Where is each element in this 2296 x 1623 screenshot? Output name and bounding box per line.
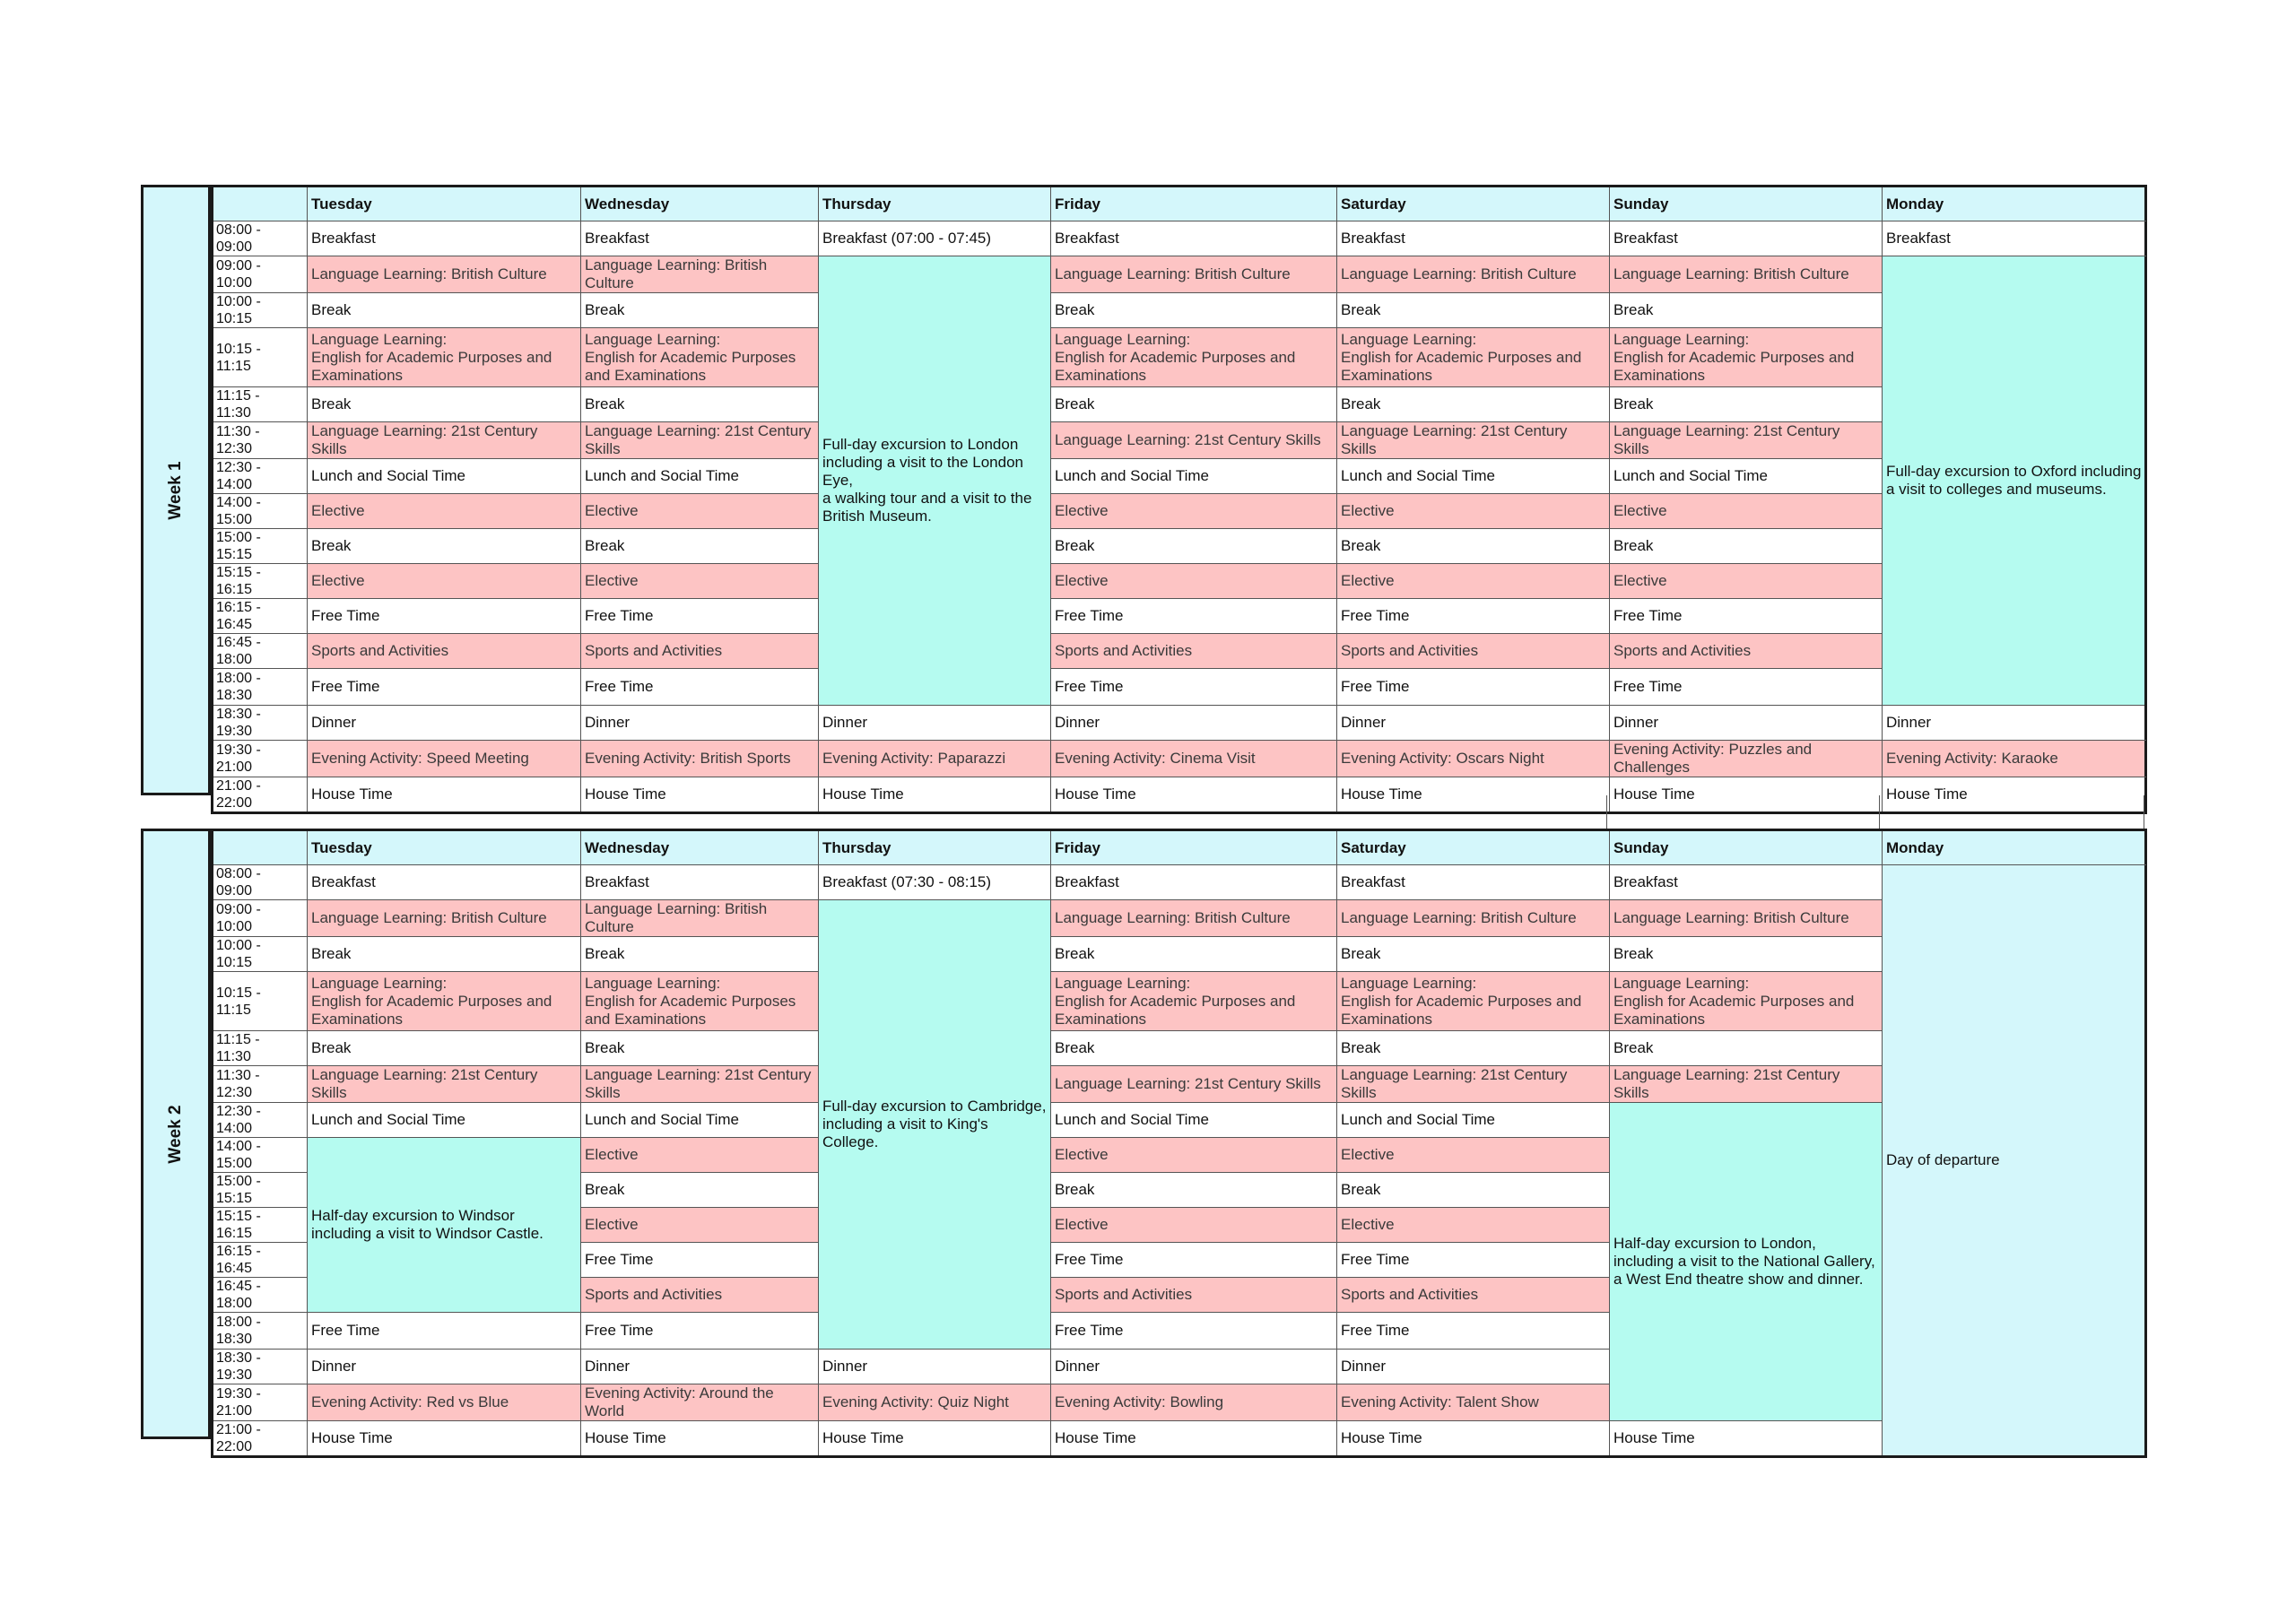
time-cell: 10:00 - 10:15 <box>213 937 308 972</box>
time-cell: 16:15 - 16:45 <box>213 599 308 634</box>
time-cell: 15:15 - 16:15 <box>213 564 308 599</box>
schedule-cell: Free Time <box>1337 669 1610 706</box>
schedule-cell: House Time <box>1883 777 2146 813</box>
schedule-cell: Evening Activity: Puzzles and Challenges <box>1610 741 1883 777</box>
schedule-cell: Break <box>1337 293 1610 328</box>
time-cell: 19:30 - 21:00 <box>213 741 308 777</box>
schedule-cell: Elective <box>1051 494 1337 529</box>
schedule-cell: Lunch and Social Time <box>581 459 819 494</box>
schedule-cell: Break <box>1610 1031 1883 1066</box>
schedule-cell: Elective <box>308 494 581 529</box>
schedule-cell: Free Time <box>308 669 581 706</box>
schedule-cell: Breakfast <box>1610 865 1883 900</box>
schedule-cell: Breakfast <box>1610 221 1883 256</box>
schedule-cell: Breakfast <box>1051 865 1337 900</box>
schedule-cell: Language Learning: English for Academic Purposes and Examinations <box>581 972 819 1031</box>
schedule-cell: Dinner <box>1337 706 1610 741</box>
schedule-cell: Language Learning: British Culture <box>1337 256 1610 293</box>
day-header: Friday <box>1051 187 1337 221</box>
header-row <box>213 187 2146 221</box>
schedule-cell: Elective <box>581 494 819 529</box>
day-header: Thursday <box>819 830 1051 865</box>
table-row <box>213 741 2146 777</box>
table-row <box>213 900 2146 937</box>
schedule-cell: Dinner <box>1883 706 2146 741</box>
day-header: Monday <box>1883 830 2146 865</box>
schedule-cell: Lunch and Social Time <box>1337 1103 1610 1138</box>
time-cell: 11:30 - 12:30 <box>213 422 308 459</box>
day-header: Saturday <box>1337 187 1610 221</box>
schedule-cell: Breakfast <box>1337 221 1610 256</box>
gap-cell <box>1879 795 2144 829</box>
table-row <box>213 1103 2146 1138</box>
table-row <box>213 422 2146 459</box>
table-row <box>213 1066 2146 1103</box>
schedule-cell: Break <box>1051 937 1337 972</box>
schedule-cell: Free Time <box>1610 599 1883 634</box>
table-row <box>213 459 2146 494</box>
schedule-cell: Lunch and Social Time <box>581 1103 819 1138</box>
day-header: Tuesday <box>308 187 581 221</box>
schedule-cell: Evening Activity: Quiz Night <box>819 1384 1051 1421</box>
schedule-cell: Language Learning: English for Academic Purposes and Examinations <box>308 328 581 387</box>
time-cell: 18:30 - 19:30 <box>213 706 308 741</box>
schedule-cell: Dinner <box>308 1350 581 1384</box>
schedule-cell: Sports and Activities <box>1051 634 1337 669</box>
schedule-cell: Sports and Activities <box>308 634 581 669</box>
time-cell: 11:15 - 11:30 <box>213 1031 308 1066</box>
time-cell: 16:45 - 18:00 <box>213 634 308 669</box>
schedule-cell: Breakfast <box>1337 865 1610 900</box>
schedule-cell: Language Learning: British Culture <box>1610 256 1883 293</box>
schedule-cell: Language Learning: English for Academic Purposes and Examinations <box>581 328 819 387</box>
schedule-cell: Language Learning: English for Academic Purposes and Examinations <box>308 972 581 1031</box>
schedule-cell: Language Learning: English for Academic Purposes and Examinations <box>1337 328 1610 387</box>
schedule-cell: Language Learning: 21st Century Skills <box>1051 1066 1337 1103</box>
schedule-cell: Free Time <box>581 1313 819 1350</box>
time-cell: 14:00 - 15:00 <box>213 1138 308 1173</box>
schedule-cell: Break <box>1610 937 1883 972</box>
schedule-cell: House Time <box>1051 777 1337 813</box>
table-row <box>213 221 2146 256</box>
time-cell: 14:00 - 15:00 <box>213 494 308 529</box>
day-header: Wednesday <box>581 830 819 865</box>
table-row <box>213 1031 2146 1066</box>
table-row <box>213 1421 2146 1457</box>
schedule-cell: Break <box>1051 1031 1337 1066</box>
gap-cell <box>1606 795 1880 829</box>
schedule-cell: Breakfast <box>1883 221 2146 256</box>
table-row <box>213 634 2146 669</box>
time-cell: 15:00 - 15:15 <box>213 529 308 564</box>
table-row <box>213 494 2146 529</box>
schedule-cell: Sports and Activities <box>581 634 819 669</box>
time-cell: 10:15 - 11:15 <box>213 972 308 1031</box>
timetable <box>211 185 2147 814</box>
table-row <box>213 706 2146 741</box>
schedule-cell: Breakfast (07:00 - 07:45) <box>819 221 1051 256</box>
schedule-cell: Elective <box>1337 1208 1610 1243</box>
header-row <box>213 830 2146 865</box>
day-header: Saturday <box>1337 830 1610 865</box>
schedule-cell: Evening Activity: Red vs Blue <box>308 1384 581 1421</box>
schedule-cell: Language Learning: British Culture <box>581 900 819 937</box>
schedule-cell: Language Learning: British Culture <box>1337 900 1610 937</box>
schedule-cell: Language Learning: English for Academic Purposes and Examinations <box>1051 328 1337 387</box>
time-cell: 16:15 - 16:45 <box>213 1243 308 1278</box>
schedule-cell: Sports and Activities <box>1610 634 1883 669</box>
schedule-cell: Free Time <box>581 669 819 706</box>
schedule-cell: Break <box>1051 293 1337 328</box>
schedule-cell: Breakfast <box>308 865 581 900</box>
schedule-cell: Dinner <box>1337 1350 1610 1384</box>
schedule-cell: Break <box>308 1031 581 1066</box>
schedule-cell: Break <box>1051 1173 1337 1208</box>
schedule-cell: House Time <box>581 1421 819 1457</box>
schedule-cell: Break <box>1337 937 1610 972</box>
table-row <box>213 387 2146 422</box>
schedule-cell: House Time <box>1610 1421 1883 1457</box>
time-cell: 19:30 - 21:00 <box>213 1384 308 1421</box>
schedule-cell: Lunch and Social Time <box>1610 459 1883 494</box>
schedule-cell: Break <box>308 529 581 564</box>
schedule-cell: Dinner <box>1051 706 1337 741</box>
table-row <box>213 972 2146 1031</box>
schedule-cell: Elective <box>1610 494 1883 529</box>
schedule-cell: Language Learning: 21st Century Skills <box>1051 422 1337 459</box>
week-label: Week 1 <box>141 185 211 795</box>
schedule-cell: Dinner <box>581 706 819 741</box>
table-row <box>213 256 2146 293</box>
schedule-cell: Language Learning: British Culture <box>1610 900 1883 937</box>
schedule-cell: Free Time <box>1610 669 1883 706</box>
time-cell: 21:00 - 22:00 <box>213 777 308 813</box>
schedule-cell: Lunch and Social Time <box>1337 459 1610 494</box>
time-cell: 11:15 - 11:30 <box>213 387 308 422</box>
schedule-cell: Free Time <box>1051 1243 1337 1278</box>
schedule-cell: Elective <box>1337 564 1610 599</box>
table-row <box>213 293 2146 328</box>
schedule-cell: Break <box>1337 387 1610 422</box>
table-row <box>213 669 2146 706</box>
day-header: Monday <box>1883 187 2146 221</box>
schedule-cell: Language Learning: 21st Century Skills <box>308 1066 581 1103</box>
schedule-cell: Breakfast <box>581 865 819 900</box>
table-row <box>213 529 2146 564</box>
schedule-cell: Language Learning: 21st Century Skills <box>1610 422 1883 459</box>
time-cell: 15:00 - 15:15 <box>213 1173 308 1208</box>
schedule-cell: Language Learning: 21st Century Skills <box>1337 1066 1610 1103</box>
schedule-cell: Elective <box>1051 564 1337 599</box>
schedule-cell: Break <box>581 937 819 972</box>
time-cell: 16:45 - 18:00 <box>213 1278 308 1313</box>
excursion-cell: Full-day excursion to London including a visit to the London Eye, a walking tour and a visit to the British Museum. <box>819 256 1051 706</box>
time-cell: 18:00 - 18:30 <box>213 1313 308 1350</box>
schedule-cell: Evening Activity: Bowling <box>1051 1384 1337 1421</box>
time-cell: 12:30 - 14:00 <box>213 1103 308 1138</box>
departure-cell: Day of departure <box>1883 865 2146 1457</box>
schedule-cell: Language Learning: British Culture <box>308 900 581 937</box>
schedule-cell: Language Learning: 21st Century Skills <box>581 1066 819 1103</box>
schedule-cell: Elective <box>308 564 581 599</box>
day-header: Sunday <box>1610 187 1883 221</box>
day-header: Thursday <box>819 187 1051 221</box>
schedule-cell: Elective <box>1337 494 1610 529</box>
table-row <box>213 328 2146 387</box>
time-cell: 08:00 - 09:00 <box>213 221 308 256</box>
schedule-cell: House Time <box>819 777 1051 813</box>
timetable <box>211 829 2147 1458</box>
schedule-cell: House Time <box>308 777 581 813</box>
schedule-cell: Evening Activity: Karaoke <box>1883 741 2146 777</box>
time-cell: 18:30 - 19:30 <box>213 1350 308 1384</box>
corner-cell <box>213 187 308 221</box>
schedule-cell: Language Learning: English for Academic Purposes and Examinations <box>1051 972 1337 1031</box>
schedule-cell: Dinner <box>1051 1350 1337 1384</box>
schedule-cell: Free Time <box>1337 599 1610 634</box>
schedule-cell: Dinner <box>308 706 581 741</box>
schedule-cell: Dinner <box>581 1350 819 1384</box>
excursion-cell: Half-day excursion to Windsor including a visit to Windsor Castle. <box>308 1138 581 1313</box>
schedule-cell: Language Learning: English for Academic Purposes and Examinations <box>1610 328 1883 387</box>
schedule-cell: Sports and Activities <box>1337 1278 1610 1313</box>
schedule-cell: Evening Activity: British Sports <box>581 741 819 777</box>
schedule-cell: Language Learning: British Culture <box>1051 256 1337 293</box>
schedule-cell: Dinner <box>819 706 1051 741</box>
schedule-cell: Dinner <box>1610 706 1883 741</box>
schedule-cell: Breakfast <box>1051 221 1337 256</box>
week-label: Week 2 <box>141 829 211 1439</box>
table-row <box>213 937 2146 972</box>
time-cell: 11:30 - 12:30 <box>213 1066 308 1103</box>
schedule-cell: Elective <box>1051 1208 1337 1243</box>
schedule-cell: Elective <box>1051 1138 1337 1173</box>
schedule-cell: Break <box>1337 1173 1610 1208</box>
schedule-cell: Evening Activity: Cinema Visit <box>1051 741 1337 777</box>
time-cell: 10:15 - 11:15 <box>213 328 308 387</box>
schedule-cell: Free Time <box>1051 599 1337 634</box>
schedule-cell: Sports and Activities <box>1337 634 1610 669</box>
schedule-cell: Break <box>308 387 581 422</box>
day-header: Sunday <box>1610 830 1883 865</box>
schedule-cell: Break <box>581 529 819 564</box>
schedule-cell: Lunch and Social Time <box>308 1103 581 1138</box>
time-cell: 15:15 - 16:15 <box>213 1208 308 1243</box>
excursion-cell: Half-day excursion to London, including a visit to the National Gallery, a West End theatre show and dinner. <box>1610 1103 1883 1421</box>
schedule-cell: Language Learning: 21st Century Skills <box>308 422 581 459</box>
schedule-cell: Lunch and Social Time <box>1051 1103 1337 1138</box>
schedule-cell: Dinner <box>819 1350 1051 1384</box>
schedule-cell: Language Learning: 21st Century Skills <box>1610 1066 1883 1103</box>
day-header: Friday <box>1051 830 1337 865</box>
schedule-cell: Free Time <box>1051 1313 1337 1350</box>
schedule-cell: House Time <box>1337 1421 1610 1457</box>
schedule-cell: Free Time <box>308 599 581 634</box>
time-cell: 21:00 - 22:00 <box>213 1421 308 1457</box>
schedule-cell: Elective <box>581 1208 819 1243</box>
schedule-cell: Break <box>1610 529 1883 564</box>
time-cell: 10:00 - 10:15 <box>213 293 308 328</box>
day-header: Wednesday <box>581 187 819 221</box>
schedule-cell: Break <box>581 387 819 422</box>
schedule-cell: Breakfast <box>581 221 819 256</box>
schedule-cell: Lunch and Social Time <box>1051 459 1337 494</box>
schedule-cell: Language Learning: 21st Century Skills <box>1337 422 1610 459</box>
schedule-cell: Break <box>308 293 581 328</box>
schedule-cell: Language Learning: English for Academic Purposes and Examinations <box>1337 972 1610 1031</box>
schedule-cell: Evening Activity: Oscars Night <box>1337 741 1610 777</box>
schedule-cell: Language Learning: 21st Century Skills <box>581 422 819 459</box>
schedule-cell: Break <box>1337 1031 1610 1066</box>
schedule-cell: Free Time <box>1337 1243 1610 1278</box>
schedule-cell: Language Learning: British Culture <box>581 256 819 293</box>
time-cell: 09:00 - 10:00 <box>213 256 308 293</box>
schedule-cell: Free Time <box>1051 669 1337 706</box>
schedule-cell: Free Time <box>1337 1313 1610 1350</box>
schedule-cell: Sports and Activities <box>1051 1278 1337 1313</box>
schedule-cell: Breakfast <box>308 221 581 256</box>
table-row <box>213 599 2146 634</box>
schedule-cell: Break <box>1051 387 1337 422</box>
schedule-cell: Break <box>581 293 819 328</box>
week-1-schedule <box>141 185 2144 811</box>
schedule-cell: House Time <box>1051 1421 1337 1457</box>
schedule-cell: Break <box>308 937 581 972</box>
schedule-cell: Lunch and Social Time <box>308 459 581 494</box>
schedule-cell: Language Learning: British Culture <box>1051 900 1337 937</box>
schedule-cell: Elective <box>581 1138 819 1173</box>
excursion-cell: Full-day excursion to Oxford including a visit to colleges and museums. <box>1883 256 2146 706</box>
schedule-cell: Elective <box>581 564 819 599</box>
schedule-cell: Language Learning: British Culture <box>308 256 581 293</box>
table-row <box>213 564 2146 599</box>
schedule-cell: Language Learning: English for Academic Purposes and Examinations <box>1610 972 1883 1031</box>
corner-cell <box>213 830 308 865</box>
schedule-cell: Break <box>1610 293 1883 328</box>
schedule-cell: House Time <box>581 777 819 813</box>
schedule-cell: Break <box>1051 529 1337 564</box>
schedule-cell: House Time <box>819 1421 1051 1457</box>
schedule-cell: Free Time <box>308 1313 581 1350</box>
excursion-cell: Full-day excursion to Cambridge, including a visit to King's College. <box>819 900 1051 1350</box>
schedule-cell: Break <box>581 1031 819 1066</box>
schedule-cell: Elective <box>1610 564 1883 599</box>
schedule-cell: Evening Activity: Around the World <box>581 1384 819 1421</box>
schedule-cell: Evening Activity: Talent Show <box>1337 1384 1610 1421</box>
time-cell: 08:00 - 09:00 <box>213 865 308 900</box>
schedule-cell: House Time <box>1337 777 1610 813</box>
schedule-cell: Break <box>1337 529 1610 564</box>
schedule-cell: Evening Activity: Speed Meeting <box>308 741 581 777</box>
schedule-cell: Break <box>581 1173 819 1208</box>
schedule-cell: Sports and Activities <box>581 1278 819 1313</box>
table-row <box>213 865 2146 900</box>
time-cell: 12:30 - 14:00 <box>213 459 308 494</box>
time-cell: 18:00 - 18:30 <box>213 669 308 706</box>
schedule-cell: House Time <box>308 1421 581 1457</box>
schedule-cell: Free Time <box>581 599 819 634</box>
schedule-cell: Free Time <box>581 1243 819 1278</box>
schedule-cell: Evening Activity: Paparazzi <box>819 741 1051 777</box>
schedule-cell: Elective <box>1337 1138 1610 1173</box>
day-header: Tuesday <box>308 830 581 865</box>
schedule-cell: Break <box>1610 387 1883 422</box>
week-2-schedule <box>141 829 2144 1454</box>
schedule-cell: Breakfast (07:30 - 08:15) <box>819 865 1051 900</box>
schedule-cell: House Time <box>1610 777 1883 813</box>
time-cell: 09:00 - 10:00 <box>213 900 308 937</box>
